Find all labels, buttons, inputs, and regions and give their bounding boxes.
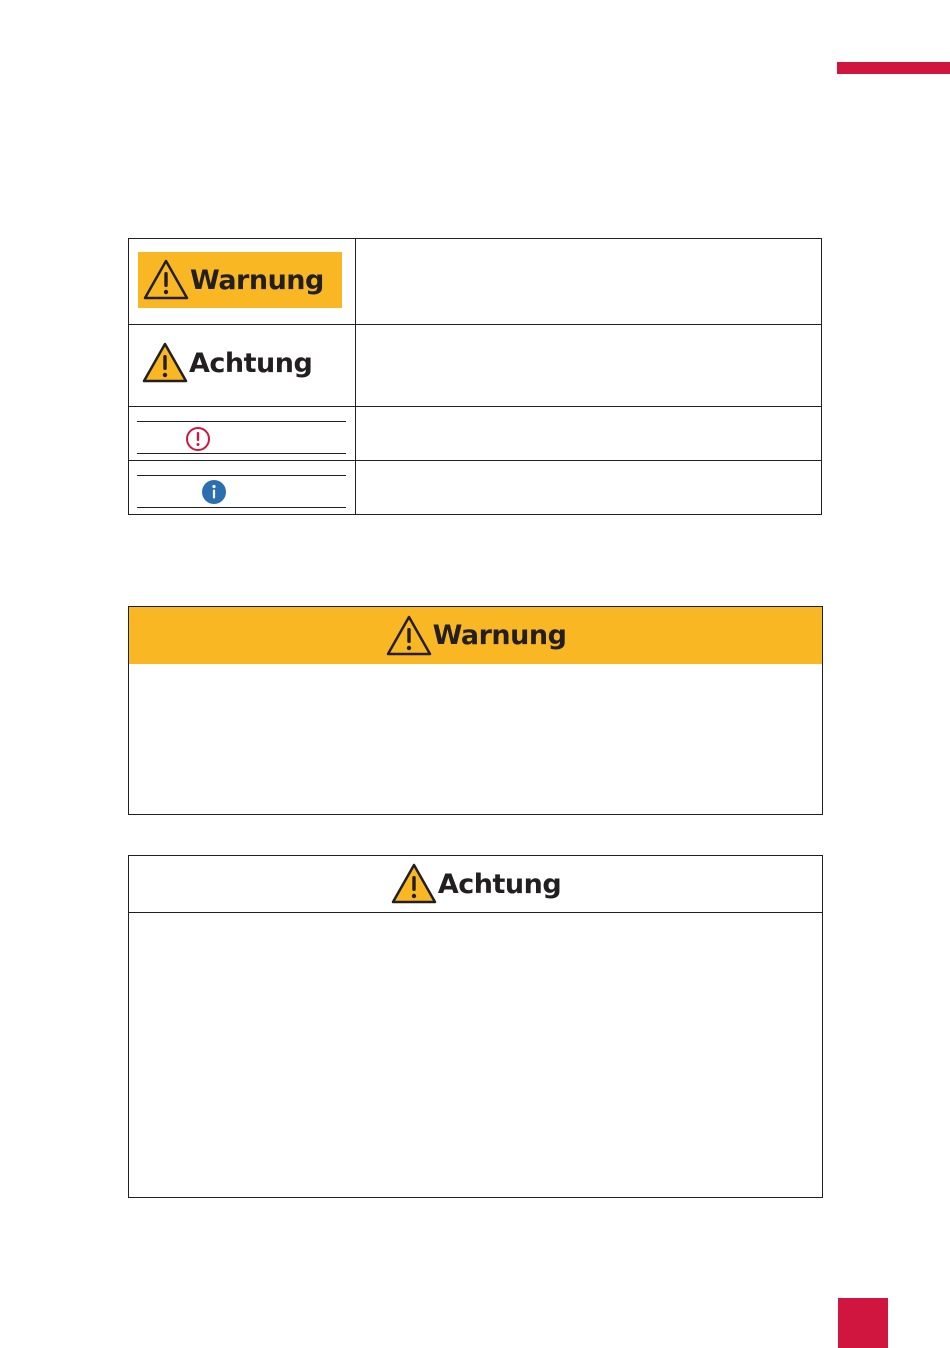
exclamation-circle-icon bbox=[185, 426, 211, 452]
warning-notice-title: Warnung bbox=[432, 620, 567, 651]
achtung-badge bbox=[141, 339, 312, 387]
legend-row-warnung bbox=[129, 239, 821, 325]
warnung-badge bbox=[138, 252, 342, 308]
notice-bottom-rule bbox=[137, 453, 346, 454]
warnung-badge-label: Warnung bbox=[190, 264, 324, 296]
page-corner-tab bbox=[838, 1298, 888, 1348]
achtung-badge-label: Achtung bbox=[189, 347, 313, 379]
warning-triangle-icon bbox=[141, 341, 189, 385]
info-circle-icon bbox=[201, 479, 227, 505]
safety-symbol-legend-table bbox=[128, 238, 822, 515]
info-bottom-rule bbox=[137, 507, 346, 508]
caution-notice-header bbox=[129, 856, 822, 913]
info-top-rule bbox=[137, 475, 346, 476]
legend-row-info bbox=[129, 461, 821, 514]
legend-row-achtung bbox=[129, 325, 821, 407]
notice-top-rule bbox=[137, 421, 346, 422]
caution-notice-box bbox=[128, 855, 823, 1198]
warning-notice-header bbox=[129, 607, 822, 664]
warning-triangle-icon bbox=[390, 862, 438, 906]
warning-notice-box bbox=[128, 606, 823, 815]
header-accent-bar bbox=[837, 62, 950, 74]
caution-notice-title: Achtung bbox=[437, 868, 562, 900]
legend-row-notice bbox=[129, 407, 821, 461]
warning-triangle-icon bbox=[142, 258, 190, 302]
warning-triangle-icon bbox=[385, 614, 433, 658]
